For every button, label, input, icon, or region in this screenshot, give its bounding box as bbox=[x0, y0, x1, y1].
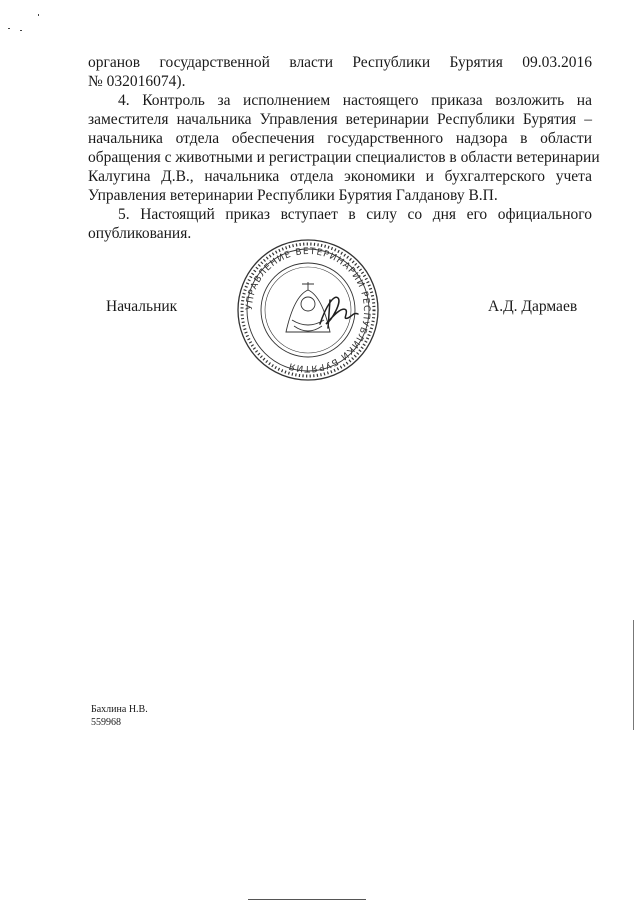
text-line: опубликования. bbox=[88, 225, 192, 242]
scan-speck bbox=[20, 30, 22, 31]
scan-edge-line bbox=[633, 620, 634, 730]
executor-name: Бахлина Н.В. bbox=[91, 704, 148, 715]
text-line: № 032016074). bbox=[88, 73, 186, 90]
scan-speck bbox=[38, 14, 39, 16]
scan-speck bbox=[8, 28, 10, 29]
text-line: начальника отдела обеспечения государственного надзора в области bbox=[88, 130, 592, 147]
signatory-position: Начальник bbox=[106, 298, 178, 315]
handwritten-signature-icon bbox=[320, 297, 358, 328]
text-line: 4. Контроль за исполнением настоящего приказа возложить на bbox=[118, 92, 592, 109]
executor-phone: 559968 bbox=[91, 717, 121, 728]
text-line: 5. Настоящий приказ вступает в силу со дня его официального bbox=[118, 206, 592, 223]
signatory-name: А.Д. Дармаев bbox=[488, 298, 578, 315]
seal-rings bbox=[238, 240, 378, 380]
seal-emblem-icon bbox=[286, 282, 330, 332]
text-line: заместителя начальника Управления ветеринарии Республики Бурятия – bbox=[88, 111, 592, 128]
text-line: обращения с животными и регистрации специалистов в области ветеринарии bbox=[88, 149, 600, 166]
text-line: органов государственной власти Республики Бурятия 09.03.2016 bbox=[88, 54, 592, 71]
text-line: Управления ветеринарии Республики Бурятия Галданову В.П. bbox=[88, 187, 498, 204]
bottom-rule bbox=[248, 899, 366, 900]
seal-ring-text: УПРАВЛЕНИЕ ВЕТЕРИНАРИИ РЕСПУБЛИКИ БУРЯТИЯ bbox=[244, 246, 372, 374]
official-seal-stamp bbox=[234, 236, 382, 384]
text-line: Калугина Д.В., начальника отдела экономики и бухгалтерского учета bbox=[88, 168, 592, 185]
